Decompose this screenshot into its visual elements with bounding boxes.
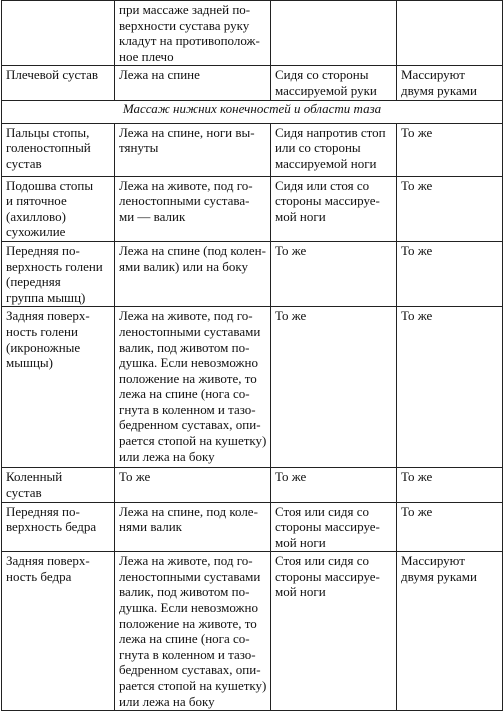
body-area-cell: Пальцы стопы, голеностопный сустав: [2, 123, 115, 176]
body-area-cell: Передняя по- верхность бедра: [2, 502, 115, 552]
therapist-position-cell: Сидя или стоя со стороны массируе- мой ноги: [271, 176, 397, 241]
body-area-cell: Плечевой сустав: [2, 66, 115, 100]
table-row: [2, 307, 503, 468]
body-area-cell: Подошва стопы и пяточное (ахиллово) сухожилие: [2, 176, 115, 241]
notes-cell: То же: [397, 307, 503, 468]
massage-positions-table: [1, 0, 503, 711]
table-row: [2, 123, 503, 176]
patient-position-cell: То же: [115, 468, 271, 502]
notes-cell: То же: [397, 502, 503, 552]
patient-position-cell: при массаже задней по- верхности сустава руку кладут на противополож- ное плечо: [115, 1, 271, 66]
notes-cell: То же: [397, 468, 503, 502]
notes-cell: Массируют двумя руками: [397, 66, 503, 100]
table-row: [2, 176, 503, 241]
patient-position-cell: Лежа на животе, под го- леностопными сустава- ми — валик: [115, 176, 271, 241]
table-row: [2, 552, 503, 711]
notes-cell: [397, 1, 503, 66]
body-area-cell: Задняя поверх- ность бедра: [2, 552, 115, 711]
therapist-position-cell: То же: [271, 468, 397, 502]
body-area-cell: Коленный сустав: [2, 468, 115, 502]
body-area-cell: Задняя поверх- ность голени (икроножные мышцы): [2, 307, 115, 468]
body-area-cell: Передняя по- верхность голени (передняя группа мышц): [2, 241, 115, 306]
notes-cell: То же: [397, 123, 503, 176]
patient-position-cell: Лежа на спине, ноги вы- тянуты: [115, 123, 271, 176]
notes-cell: То же: [397, 176, 503, 241]
notes-cell: То же: [397, 241, 503, 306]
therapist-position-cell: Сидя со стороны массируемой руки: [271, 66, 397, 100]
table-row: [2, 502, 503, 552]
therapist-position-cell: Стоя или сидя со стороны массируе- мой ноги: [271, 502, 397, 552]
table-row: [2, 1, 503, 66]
table-body: [2, 1, 503, 711]
patient-position-cell: Лежа на спине: [115, 66, 271, 100]
therapist-position-cell: То же: [271, 307, 397, 468]
patient-position-cell: Лежа на спине (под колен- ями валик) или на боку: [115, 241, 271, 306]
notes-cell: Массируют двумя руками: [397, 552, 503, 711]
therapist-position-cell: Стоя или сидя со стороны массируе- мой ноги: [271, 552, 397, 711]
table-row: [2, 66, 503, 100]
body-area-cell: [2, 1, 115, 66]
therapist-position-cell: Сидя напротив стоп или со стороны массируемой ноги: [271, 123, 397, 176]
therapist-position-cell: [271, 1, 397, 66]
patient-position-cell: Лежа на спине, под коле- нями валик: [115, 502, 271, 552]
section-heading: Массаж нижних конечностей и области таза: [2, 100, 503, 123]
table-row: [2, 241, 503, 306]
patient-position-cell: Лежа на животе, под го- леностопными суставами валик, под животом по- душка. Если невозможно положение на животе, то лежа на спине (нога со- гнута в коленном и тазо- бедренном суставах, опи- рается стопой на кушетку) или лежа на боку: [115, 552, 271, 711]
table-row: [2, 468, 503, 502]
section-row: [2, 100, 503, 123]
patient-position-cell: Лежа на животе, под го- леностопными суставами валик, под животом по- душка. Если невозможно положение на животе, то лежа на спине (нога со- гнута в коленном и тазо- бедренном суставах, опи- рается стопой на кушетку) или лежа на боку: [115, 307, 271, 468]
therapist-position-cell: То же: [271, 241, 397, 306]
